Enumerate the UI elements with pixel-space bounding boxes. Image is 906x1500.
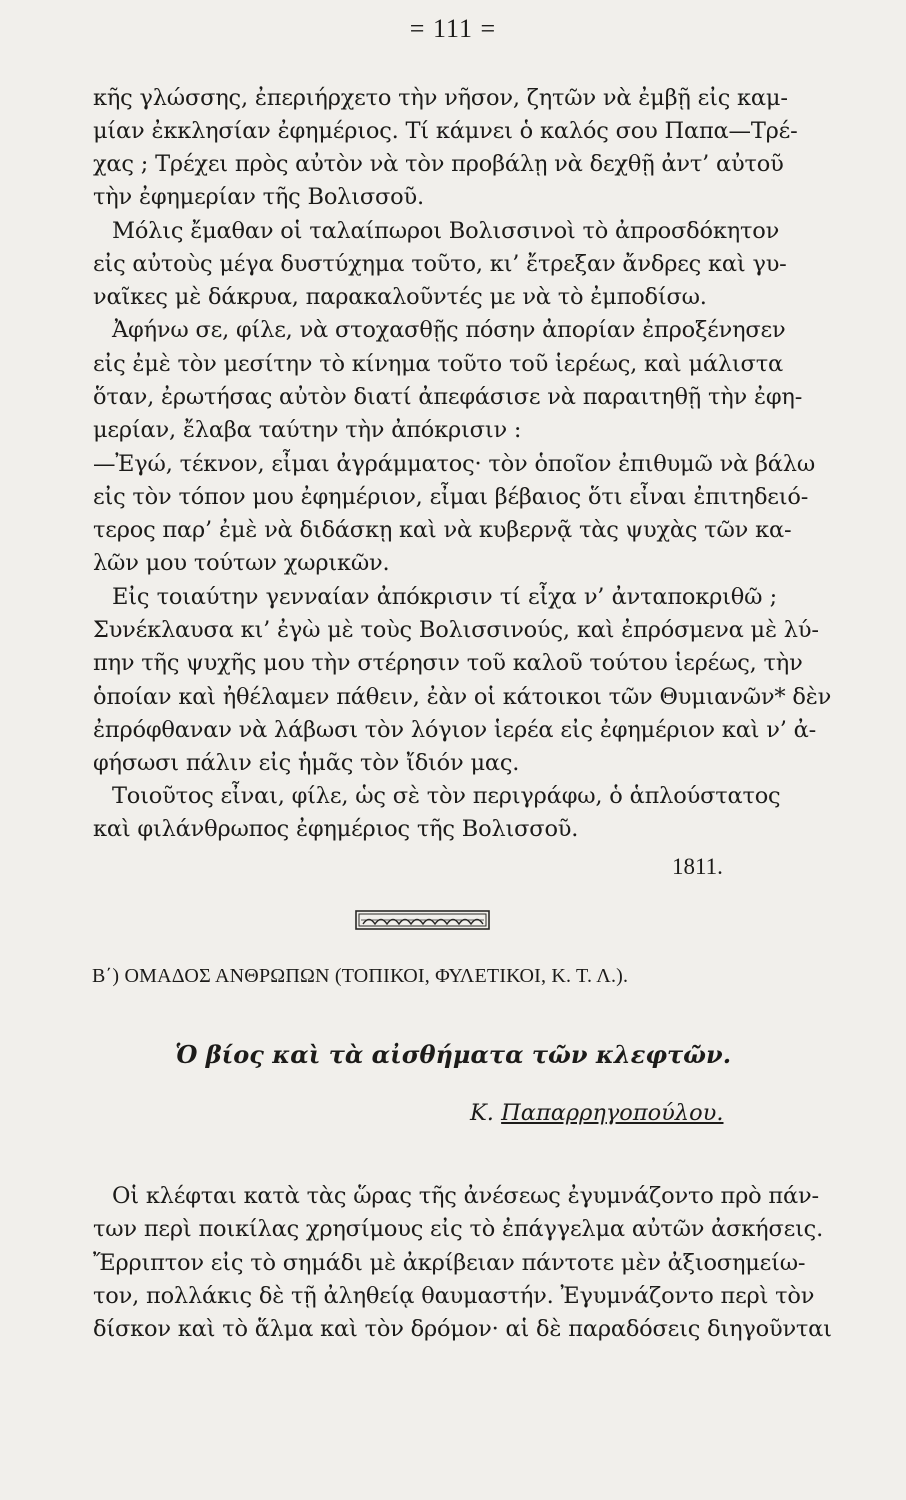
text-line: ναῖκες μὲ δάκρυα, παρακαλοῦντές με νὰ τὸ ἐμποδίσω. [93,284,707,310]
text-line: λῶν μου τούτων χωρικῶν. [93,550,390,576]
page-number: = 111 = [409,14,497,43]
text-line: εἰς τὸν τόπον μου ἐφημέριον, εἶμαι βέβαιος ὅτι εἶναι ἐπιτηδειό- [93,484,809,510]
text-line: κῆς γλώσσης, ἐπεριήρχετο τὴν νῆσον, ζητῶν νὰ ἐμβῇ εἰς καμ- [93,85,788,111]
text-line: φήσωσι πάλιν εἰς ἡμᾶς τὸν ἴδιόν μας. [93,750,520,776]
ornament-divider [355,910,490,930]
text-line: τὴν ἐφημερίαν τῆς Βολισσοῦ. [93,184,424,210]
text-line: Ἀφήνω σε, φίλε, νὰ στοχασθῇς πόσην ἀπορίαν ἐπροξένησεν [112,317,786,343]
text-line: ὅταν, ἐρωτήσας αὐτὸν διατί ἀπεφάσισε νὰ παραιτηθῇ τὴν ἐφη- [93,384,803,410]
text-line: εἰς ἐμὲ τὸν μεσίτην τὸ κίνημα τοῦτο τοῦ ἱερέως, καὶ μάλιστα [93,351,783,377]
text-line: χας ; Τρέχει πρὸς αὐτὸν νὰ τὸν προβάλῃ νὰ δεχθῇ ἀντ’ αὐτοῦ [93,151,784,177]
article-title: Ὁ βίος καὶ τὰ αἰσθήματα τῶν κλεφτῶν. [174,1040,732,1069]
text-line: ὁποίαν καὶ ἠθέλαμεν πάθειν, ἐὰν οἱ κάτοικοι τῶν Θυμιανῶν* δὲν [93,684,832,710]
article-author [470,1100,724,1126]
text-line: Ἔρριπτον εἰς τὸ σημάδι μὲ ἀκρίβειαν πάντοτε μὲν ἀξιοσημείω- [93,1250,806,1276]
text-line: καὶ φιλάνθρωπος ἐφημέριος τῆς Βολισσοῦ. [93,816,579,842]
text-line: δίσκον καὶ τὸ ἅλμα καὶ τὸν δρόμον· αἱ δὲ παραδόσεις διηγοῦνται [93,1316,832,1342]
text-line: τερος παρ’ ἐμὲ νὰ διδάσκῃ καὶ νὰ κυβερνᾷ τὰς ψυχὰς τῶν κα- [93,517,792,543]
text-line: μερίαν, ἔλαβα ταύτην τὴν ἀπόκρισιν : [93,417,522,443]
text-line: ἐπρόφθαναν νὰ λάβωσι τὸν λόγιον ἱερέα εἰς ἐφημέριον καὶ ν’ ἀ- [93,717,817,743]
text-line: Τοιοῦτος εἶναι, φίλε, ὡς σὲ τὸν περιγράφω, ὁ ἁπλούστατος [112,783,781,809]
text-line: των περὶ ποικίλας χρησίμους εἰς τὸ ἐπάγγελμα αὐτῶν ἀσκήσεις. [93,1216,824,1242]
text-line: εἰς αὐτοὺς μέγα δυστύχημα τοῦτο, κι’ ἔτρεξαν ἄνδρες καὶ γυ- [93,251,787,277]
date: 1811. [672,854,723,879]
text-line: τον, πολλάκις δὲ τῇ ἀληθείᾳ θαυμαστήν. Ἐγυμνάζοντο περὶ τὸν [93,1283,815,1309]
section-title: Β΄) ΟΜΑΔΟΣ ΑΝΘΡΩΠΩΝ (ΤΟΠΙΚΟΙ, ΦΥΛΕΤΙΚΟΙ, Κ. Τ. Λ.). [92,965,629,987]
text-line: μίαν ἐκκλησίαν ἐφημέριος. Τί κάμνει ὁ καλός σου Παπα—Τρέ- [93,118,798,144]
text-line: Εἰς τοιαύτην γενναίαν ἀπόκρισιν τί εἶχα ν’ ἀνταποκριθῶ ; [112,584,777,610]
text-line: Συνέκλαυσα κι’ ἐγὼ μὲ τοὺς Βολισσινούς, καὶ ἐπρόσμενα μὲ λύ- [93,617,819,643]
author-surname: Παπαρρηγοπούλου. [501,1100,724,1126]
text-line: Οἱ κλέφται κατὰ τὰς ὥρας τῆς ἀνέσεως ἐγυμνάζοντο πρὸ πάν- [112,1183,819,1209]
text-line: Μόλις ἔμαθαν οἱ ταλαίπωροι Βολισσινοὶ τὸ ἀπροσδόκητον [112,218,780,244]
author-initial: Κ. [470,1100,494,1126]
text-line: —Ἐγώ, τέκνον, εἶμαι ἀγράμματος· τὸν ὁποῖον ἐπιθυμῶ νὰ βάλω [93,451,816,477]
text-line: πην τῆς ψυχῆς μου τὴν στέρησιν τοῦ καλοῦ τούτου ἱερέως, τὴν [93,650,803,676]
